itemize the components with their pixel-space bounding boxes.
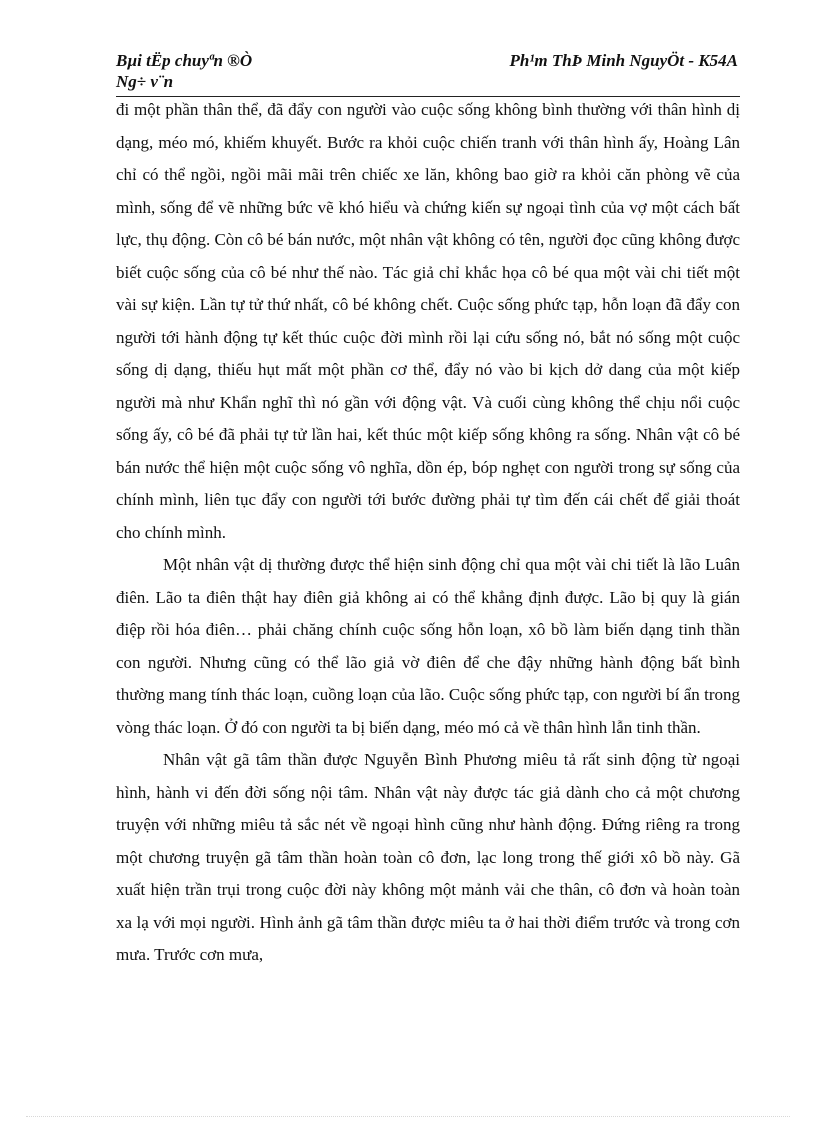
header-course-line1: Bµi tËp chuyªn ®Ò — [116, 51, 253, 70]
paragraph-luan-dien: Một nhân vật dị thường được thể hiện sinh động chỉ qua một vài chi tiết là lão Luân điên. Lão ta điên thật hay điên giả không ai có thể khẳng định được. Lão bị quy là gián điệp rồi hóa điên… phải chăng chính cuộc sống hỗn loạn, xô bồ làm biến dạng tinh thần con người. Nhưng cũng có thể lão giả vờ điên để che đậy những hành động bất bình thường mang tính thác loạn, cuồng loạn của lão. Cuộc sống phức tạp, con người bí ẩn trong vòng thác loạn. Ở đó con người ta bị biến dạng, méo mó cả về thân hình lẫn tinh thần. — [116, 555, 740, 737]
document-body — [116, 94, 740, 972]
paragraph-ga-tam-than: Nhân vật gã tâm thần được Nguyễn Bình Phương miêu tả rất sinh động từ ngoại hình, hành vi đến đời sống nội tâm. Nhân vật này được tác giả dành cho cả một chương truyện với những miêu tả sắc nét về ngoại hình cũng như hành động. Đứng riêng ra trong một chương truyện gã tâm thần hoàn toàn cô đơn, lạc long trong thế giới xô bồ này. Gã xuất hiện trần trụi trong cuộc đời này không một mảnh vải che thân, cô đơn và hoàn toàn xa lạ với mọi người. Hình ảnh gã tâm thần được miêu ta ở hai thời điểm trước và trong cơn mưa. Trước cơn mưa, — [116, 750, 740, 964]
paragraph-continuation: đi một phần thân thể, đã đẩy con người vào cuộc sống không bình thường với thân hình dị dạng, méo mó, khiếm khuyết. Bước ra khỏi cuộc chiến tranh với thân hình ấy, Hoàng Lân chỉ có thể ngồi, ngồi mãi mãi trên chiếc xe lăn, không bao giờ ra khỏi căn phòng vẽ của mình, sống để vẽ những bức vẽ khó hiểu và chứng kiến sự ngoại tình của vợ một cách bất lực, thụ động. Còn cô bé bán nước, một nhân vật không có tên, người đọc cũng không được biết cuộc sống của cô bé như thế nào. Tác giả chỉ khắc họa cô bé qua một vài chi tiết một vài sự kiện. Lần tự tử thứ nhất, cô bé không chết. Cuộc sống phức tạp, hỗn loạn đã đẩy con người tới hành động tự kết thúc cuộc đời mình rồi lại cứu sống nó, bắt nó sống một cuộc sống dị dạng, thiếu hụt mất một phần cơ thể, đẩy nó vào bi kịch dở dang của một kiếp người mà như Khẩn nghĩ thì nó gần với động vật. Và cuối cùng không thể chịu nổi cuộc sống ấy, cô bé đã phải tự tử lần hai, kết thúc một kiếp sống không ra sống. Nhân vật cô bé bán nước thể hiện một cuộc sống vô nghĩa, dồn ép, bóp nghẹt con người trong sự sống của chính mình, liên tục đẩy con người tới bước đường phải tự tìm đến cái chết để giải thoát cho chính mình. — [116, 100, 740, 542]
page-bottom-divider — [26, 1116, 790, 1117]
header-course-title — [116, 50, 252, 92]
header-course-line2: Ng÷ v¨n — [116, 72, 174, 91]
header-author: Ph¹m ThÞ Minh NguyÖt - K54A — [509, 51, 738, 70]
page-header — [116, 50, 740, 97]
